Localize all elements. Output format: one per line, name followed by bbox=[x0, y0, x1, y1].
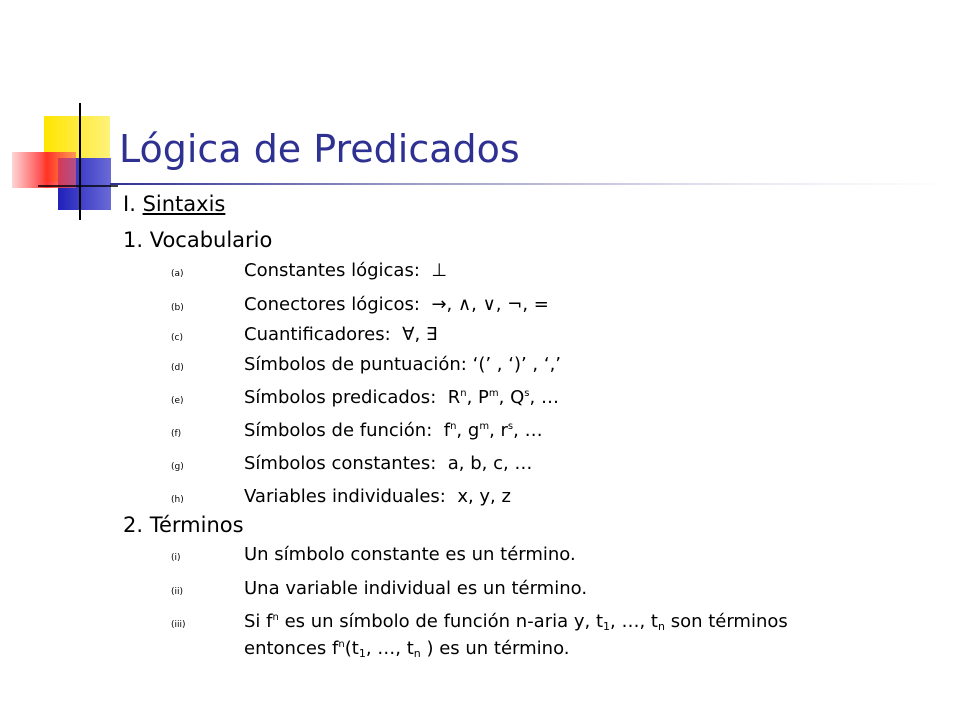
subscript: 1 bbox=[358, 647, 366, 660]
item-value: ⊥ bbox=[431, 260, 448, 281]
item-text-line1 bbox=[244, 613, 788, 631]
item-marker: (i) bbox=[171, 553, 181, 563]
subscript: n bbox=[657, 620, 665, 633]
item-text bbox=[244, 488, 511, 506]
item-text: Símbolos de función: $f^n$, $g^m$, $r^s$, … bbox=[244, 420, 543, 441]
item-value: ∀, ∃ bbox=[402, 324, 438, 345]
item-marker: (e) bbox=[171, 396, 184, 406]
symbol: Q bbox=[510, 387, 525, 408]
item-label: Símbolos constantes: bbox=[244, 453, 437, 474]
item-text: Un símbolo constante es un término. bbox=[244, 544, 576, 565]
item-label: Constantes lógicas: bbox=[244, 260, 420, 281]
item-marker: (f) bbox=[171, 429, 182, 439]
symbol-arity: m bbox=[488, 388, 499, 399]
item-text bbox=[244, 296, 549, 314]
item-marker: (ii) bbox=[171, 587, 184, 597]
item-text bbox=[244, 455, 532, 473]
item-value: →, ∧, ∨, ¬, = bbox=[431, 294, 549, 315]
item-label: Símbolos predicados: bbox=[244, 387, 437, 408]
item-label: Símbolos de función: bbox=[244, 420, 433, 441]
item-text bbox=[244, 356, 561, 374]
ellipsis: … bbox=[524, 420, 543, 441]
symbol: g bbox=[467, 420, 480, 441]
item-text bbox=[244, 326, 437, 344]
title-underline bbox=[110, 183, 950, 185]
section-number: I. bbox=[123, 192, 136, 216]
section-label: Sintaxis bbox=[142, 192, 226, 216]
item-marker: (b) bbox=[171, 303, 184, 313]
item-text: Símbolos predicados: $R^n$, $P^m$, $Q^s$, … bbox=[244, 387, 559, 408]
vocab-heading: 1. Vocabulario bbox=[123, 228, 273, 252]
terms-heading: 2. Términos bbox=[123, 513, 244, 537]
section-heading bbox=[123, 194, 225, 215]
item-text bbox=[244, 262, 447, 280]
slide-title: Lógica de Predicados bbox=[119, 127, 520, 171]
symbol-arity: n bbox=[460, 388, 467, 399]
symbol-arity: n bbox=[450, 421, 457, 432]
item-text-line2 bbox=[244, 640, 570, 658]
item-value: x, y, z bbox=[457, 486, 511, 507]
symbol: P bbox=[478, 387, 489, 408]
item-marker: (g) bbox=[171, 462, 184, 472]
text-part: ) es un término. bbox=[420, 638, 570, 659]
symbol-arity: s bbox=[507, 421, 514, 432]
item-marker: (c) bbox=[171, 333, 183, 343]
symbol-arity: m bbox=[479, 421, 490, 432]
item-marker: (h) bbox=[171, 495, 184, 505]
item-value: a, b, c, … bbox=[447, 453, 533, 474]
red-bar bbox=[12, 152, 76, 188]
symbol: R bbox=[447, 387, 461, 408]
item-marker: (a) bbox=[171, 269, 184, 279]
item-label: Símbolos de puntuación: bbox=[244, 354, 467, 375]
item-label: Conectores lógicos: bbox=[244, 294, 421, 315]
subscript: n bbox=[413, 647, 421, 660]
ellipsis: … bbox=[540, 387, 559, 408]
corner-ornament bbox=[0, 90, 130, 320]
symbol-arity: s bbox=[524, 388, 530, 399]
item-label: Cuantificadores: bbox=[244, 324, 391, 345]
item-value: ‘(’ , ‘)’ , ‘,’ bbox=[472, 354, 562, 375]
item-label: Variables individuales: bbox=[244, 486, 446, 507]
text-part: es un símbolo de función n-aria y, t bbox=[278, 611, 604, 632]
text-part: entonces f bbox=[244, 638, 339, 659]
text-part: , …, t bbox=[610, 611, 658, 632]
item-text: Una variable individual es un término. bbox=[244, 578, 588, 599]
item-marker: (d) bbox=[171, 363, 184, 373]
symbol: r bbox=[500, 420, 508, 441]
item-marker: (iii) bbox=[171, 620, 186, 630]
text-part: Si f bbox=[244, 611, 273, 632]
superscript: n bbox=[272, 612, 279, 623]
text-part: son términos bbox=[664, 611, 788, 632]
subscript: 1 bbox=[603, 620, 611, 633]
text-part: (t bbox=[344, 638, 359, 659]
symbol: f bbox=[443, 420, 451, 441]
superscript: n bbox=[338, 639, 345, 650]
text-part: , …, t bbox=[365, 638, 414, 659]
